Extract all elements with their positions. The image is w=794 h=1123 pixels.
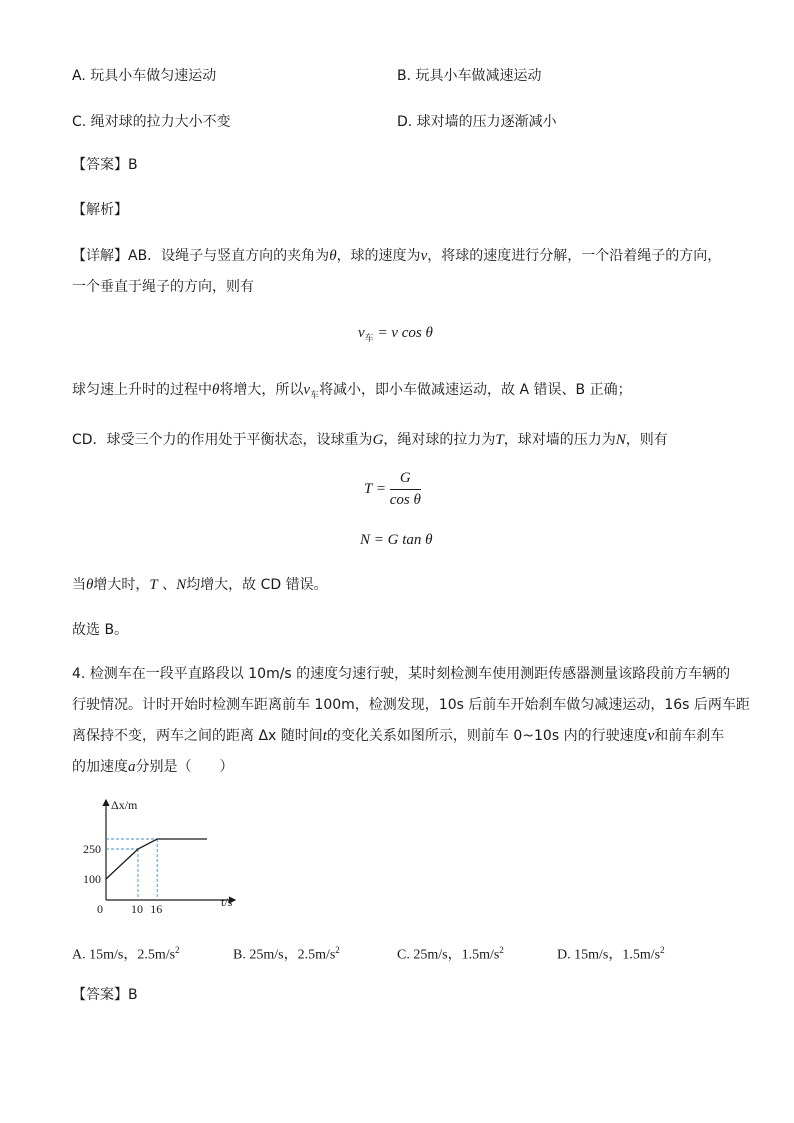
t-symbol: t [322,728,327,744]
q4-option-b [233,940,340,966]
detail-tag: 【详解】 [72,248,128,264]
text: 将增大，所以 [219,382,304,398]
eq-rhs: = v cos θ [373,325,433,341]
q4-stem-line4 [72,757,234,777]
v-symbol: v [420,248,428,264]
text: 和前车刹车 [654,728,725,744]
x-tick-label: 16 [150,902,163,916]
answer-tag: 【答案】 [72,987,128,1003]
q4-option-a [72,940,180,966]
q3-detail-line4 [72,430,668,450]
text: 当 [72,577,86,593]
q3-option-d: D. 球对墙的压力逐渐减小 [397,114,557,130]
t-symbol: T [149,577,158,593]
q4-stem-line1: 4. 检测车在一段平直路段以 10m/s 的速度匀速行驶，某时刻检测车使用测距传感器测量该路段前方车辆的 [72,666,731,682]
origin-label: 0 [97,902,103,916]
text: ，则有 [625,432,668,448]
superscript: 2 [175,945,180,955]
q4-option-c [397,940,504,966]
theta-symbol: θ [86,577,94,593]
q4-option-d [557,940,665,966]
v-symbol: v [647,728,655,744]
text: 球匀速上升时的过程中 [72,382,212,398]
text: 增大时， [93,577,150,593]
q3-option-b: B. 玩具小车做减速运动 [397,68,542,84]
text: 均增大，故 CD 错误。 [186,577,328,593]
q3-analysis-tag: 【解析】 [72,202,128,218]
subscript: 车 [310,391,320,401]
q3-detail-line3 [72,380,632,406]
q3-detail-line1 [72,246,721,266]
q4-stem-line3 [72,726,724,746]
distance-time-graph [75,795,245,920]
numerator: G [390,470,421,490]
equation-v-car [358,323,433,348]
eq-subscript: 车 [364,333,374,343]
y-tick-label: 250 [83,842,101,856]
v-symbol: v [303,382,311,398]
x-tick-label: 10 [131,902,143,916]
a-symbol: a [128,759,136,775]
g-symbol: G [372,432,384,448]
equation-normal-force: N = G tan θ [360,532,433,548]
answer-tag: 【答案】 [72,157,128,173]
answer-value: B [128,987,138,1003]
answer-value: B [128,157,138,173]
n-symbol: N [615,432,626,448]
q3-option-a: A. 玩具小车做匀速运动 [72,68,217,84]
text: ，绳对球的拉力为 [383,432,496,448]
superscript: 2 [335,945,340,955]
y-tick-label: 100 [83,872,101,886]
series-line [106,839,207,879]
option-text: C. 25m/s，1.5m/s [397,947,500,963]
option-text: A. 15m/s，2.5m/s [72,947,176,963]
option-text: B. 25m/s，2.5m/s [233,947,336,963]
t-symbol: T [495,432,504,448]
guide-lines [106,839,157,900]
theta-symbol: θ [212,382,220,398]
q3-answer [72,155,138,175]
q4-stem-line2: 行驶情况。计时开始时检测车距离前车 100m，检测发现，10s 后前车开始刹车做匀减速运动，16s 后两车距 [72,697,750,713]
text: 的变化关系如图所示，则前车 0~10s 内的行驶速度 [326,728,648,744]
text: 、 [157,577,177,593]
superscript: 2 [660,945,665,955]
superscript: 2 [499,945,504,955]
denominator: cos θ [389,492,421,508]
text: 的加速度 [72,759,128,775]
x-tick-labels [131,902,162,916]
q3-detail-line5 [72,575,328,595]
equation-tension [364,470,421,509]
text: CD．球受三个力的作用处于平衡状态，设球重为 [72,432,373,448]
theta-symbol: θ [329,248,337,264]
n-symbol: N [176,577,187,593]
eq-lhs: T = [364,480,386,497]
text: 分别是（ ） [135,759,234,775]
q3-conclusion: 故选 B。 [72,622,129,638]
q3-detail-line2: 一个垂直于绳子的方向，则有 [72,279,254,295]
fraction [390,470,421,509]
text: 将减小，即小车做减速运动，故 A 错误、B 正确； [319,382,632,398]
q3-option-c: C. 绳对球的拉力大小不变 [72,114,231,130]
text: ，将球的速度进行分解，一个沿着绳子的方向， [427,248,722,264]
option-text: D. 15m/s，1.5m/s [557,947,661,963]
text: 离保持不变，两车之间的距离 Δx 随时间 [72,728,323,744]
eq-lhs: v [358,325,365,341]
y-tick-labels [83,842,101,886]
text: AB．设绳子与竖直方向的夹角为 [128,248,330,264]
text: ，球对墙的压力为 [503,432,616,448]
y-axis-label: Δx/m [111,798,138,812]
q4-answer [72,985,138,1005]
text: ，球的速度为 [336,248,421,264]
x-axis-label: t/s [221,895,233,909]
